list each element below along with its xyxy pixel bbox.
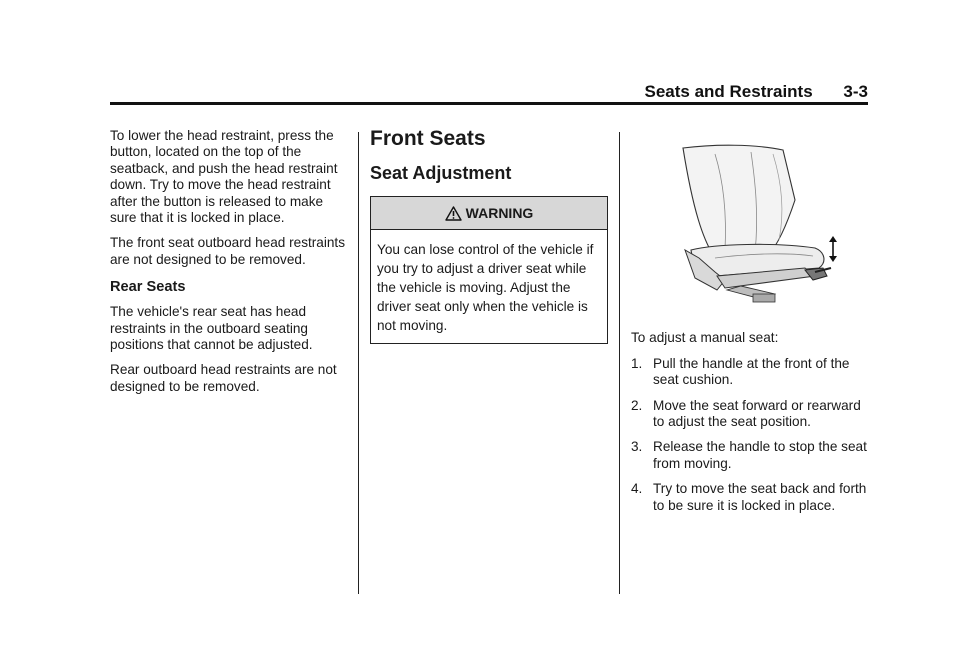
seat-adjustment-illustration: [655, 140, 845, 312]
step-text: Move the seat forward or rearward to adjust the seat position.: [653, 397, 861, 430]
steps-intro: To adjust a manual seat:: [631, 330, 779, 346]
column-divider: [358, 132, 359, 594]
column-divider: [619, 132, 620, 594]
paragraph: The front seat outboard head restraints are not designed to be removed.: [110, 235, 346, 267]
paragraph: The vehicle's rear seat has head restraints in the outboard seating positions that cannot be adjusted.: [110, 304, 313, 353]
step-number: 3.: [631, 439, 643, 455]
step-text: Pull the handle at the front of the seat cushion.: [653, 355, 850, 388]
list-item: [631, 481, 871, 514]
warning-triangle-icon: [445, 206, 462, 221]
section-title: Front Seats: [370, 127, 486, 150]
step-text: Release the handle to stop the seat from moving.: [653, 439, 867, 471]
step-number: 4.: [631, 481, 643, 497]
warning-header: [371, 197, 607, 230]
step-number: 2.: [631, 397, 643, 413]
header-rule: [110, 102, 868, 105]
paragraph: Rear outboard head restraints are not designed to be removed.: [110, 362, 337, 394]
rear-seats-heading: Rear Seats: [110, 279, 186, 296]
warning-label: WARNING: [465, 204, 534, 221]
column-1: [110, 128, 346, 404]
column-2: [370, 126, 610, 344]
list-item: [631, 356, 871, 389]
header-page-number: 3-3: [843, 82, 868, 101]
warning-text: You can lose control of the vehicle if you try to adjust a driver seat while the vehicle is moving. Adjust the driver seat only when the vehicle is not moving.: [377, 242, 594, 333]
subsection-title: Seat Adjustment: [370, 163, 512, 183]
list-item: [631, 439, 871, 472]
step-number: 1.: [631, 355, 643, 371]
header-section-title: Seats and Restraints: [644, 82, 813, 101]
warning-box: [370, 196, 608, 344]
step-text: Try to move the seat back and forth to be sure it is locked in place.: [653, 481, 867, 513]
column-3: [631, 128, 871, 523]
list-item: [631, 398, 871, 431]
page-header: [110, 82, 868, 102]
paragraph: To lower the head restraint, press the button, located on the top of the seatback, and push the head restraint down. Try to move the head restraint after the button is released to make sure that it is locked in place.: [110, 128, 338, 226]
adjustment-steps: [631, 356, 871, 514]
